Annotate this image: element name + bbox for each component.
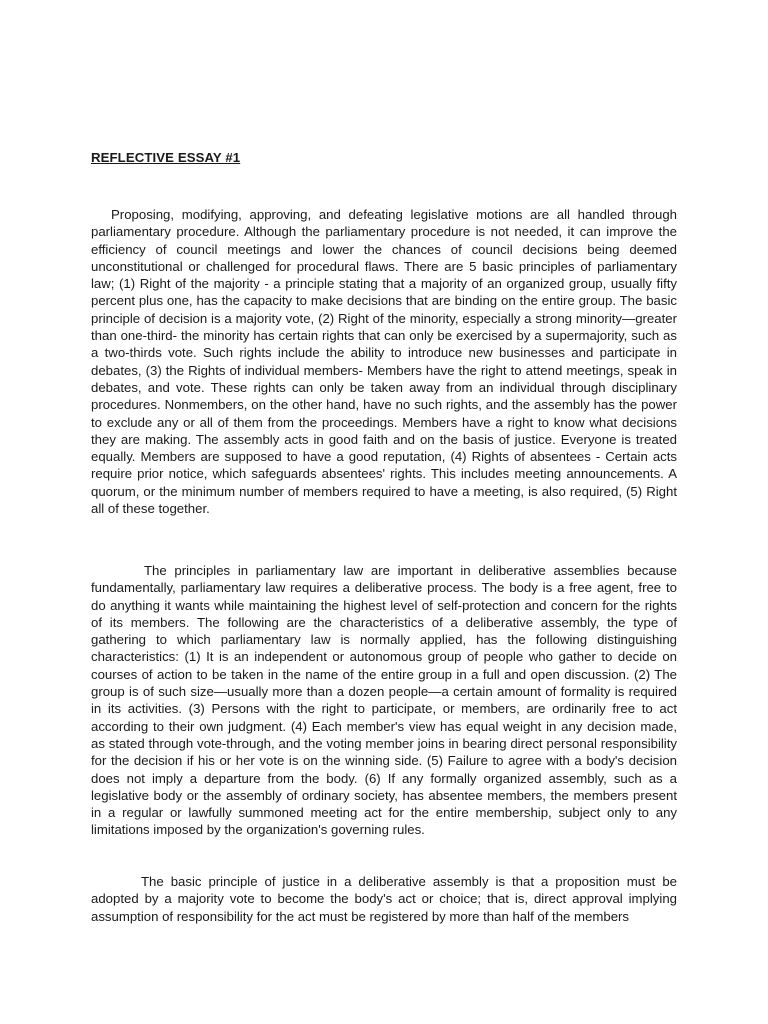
essay-paragraph-2: The principles in parliamentary law are important in deliberative assemblies because fundamentally, parliamentary law requires a deliberative process. The body is a free agent, free to do anything it wants while maintaining the highest level of self-protection and concern for the rights of its members. The following are the characteristics of a deliberative assembly, the type of gathering to which parliamentary law is normally applied, has the following distinguishing characteristics: (1) It is an independent or autonomous group of people who gather to decide on courses of action to be taken in the name of the entire group in a full and open discussion. (2) The group is of such size—usually more than a dozen people—a certain amount of formality is required in its activities. (3) Persons with the right to participate, or members, are ordinarily free to act according to their own judgment. (4) Each member's view has equal weight in any decision made, as stated through vote-through, and the voting member joins in bearing direct personal responsibility for the decision if his or her vote is on the winning side. (5) Failure to agree with a body's decision does not imply a departure from the body. (6) If any formally organized assembly, such as a legislative body or the assembly of ordinary society, has absentee members, the members present in a regular or lawfully summoned meeting act for the entire membership, subject only to any limitations imposed by the organization's governing rules. (91, 563, 677, 838)
essay-title: REFLECTIVE ESSAY #1 (91, 150, 241, 165)
essay-paragraph-3: The basic principle of justice in a deliberative assembly is that a proposition must be adopted by a majority vote to become the body's act or choice; that is, direct approval implying assumption of responsibility for the act must be registered by more than half of the members (91, 874, 677, 924)
essay-paragraph-1: Proposing, modifying, approving, and defeating legislative motions are all handled through parliamentary procedure. Although the parliamentary procedure is not needed, it can improve the efficiency of council meetings and lower the chances of council decisions being deemed unconstitutional or challenged for procedural flaws. There are 5 basic principles of parliamentary law; (1) Right of the majority - a principle stating that a majority of an organized group, usually fifty percent plus one, has the capacity to make decisions that are binding on the entire group. The basic principle of decision is a majority vote, (2) Right of the minority, especially a strong minority—greater than one-third- the minority has certain rights that can only be exercised by a supermajority, such as a two-thirds vote. Such rights include the ability to introduce new businesses and participate in debates, (3) the Rights of individual members- Members have the right to attend meetings, speak in debates, and vote. These rights can only be taken away from an individual through disciplinary procedures. Nonmembers, on the other hand, have no such rights, and the assembly has the power to exclude any or all of them from the proceedings. Members have a right to know what decisions they are making. The assembly acts in good faith and on the basis of justice. Everyone is treated equally. Members are supposed to have a good reputation, (4) Rights of absentees - Certain acts require prior notice, which safeguards absentees' rights. This includes meeting announcements. A quorum, or the minimum number of members required to have a meeting, is also required, (5) Right all of these together. (91, 207, 677, 517)
